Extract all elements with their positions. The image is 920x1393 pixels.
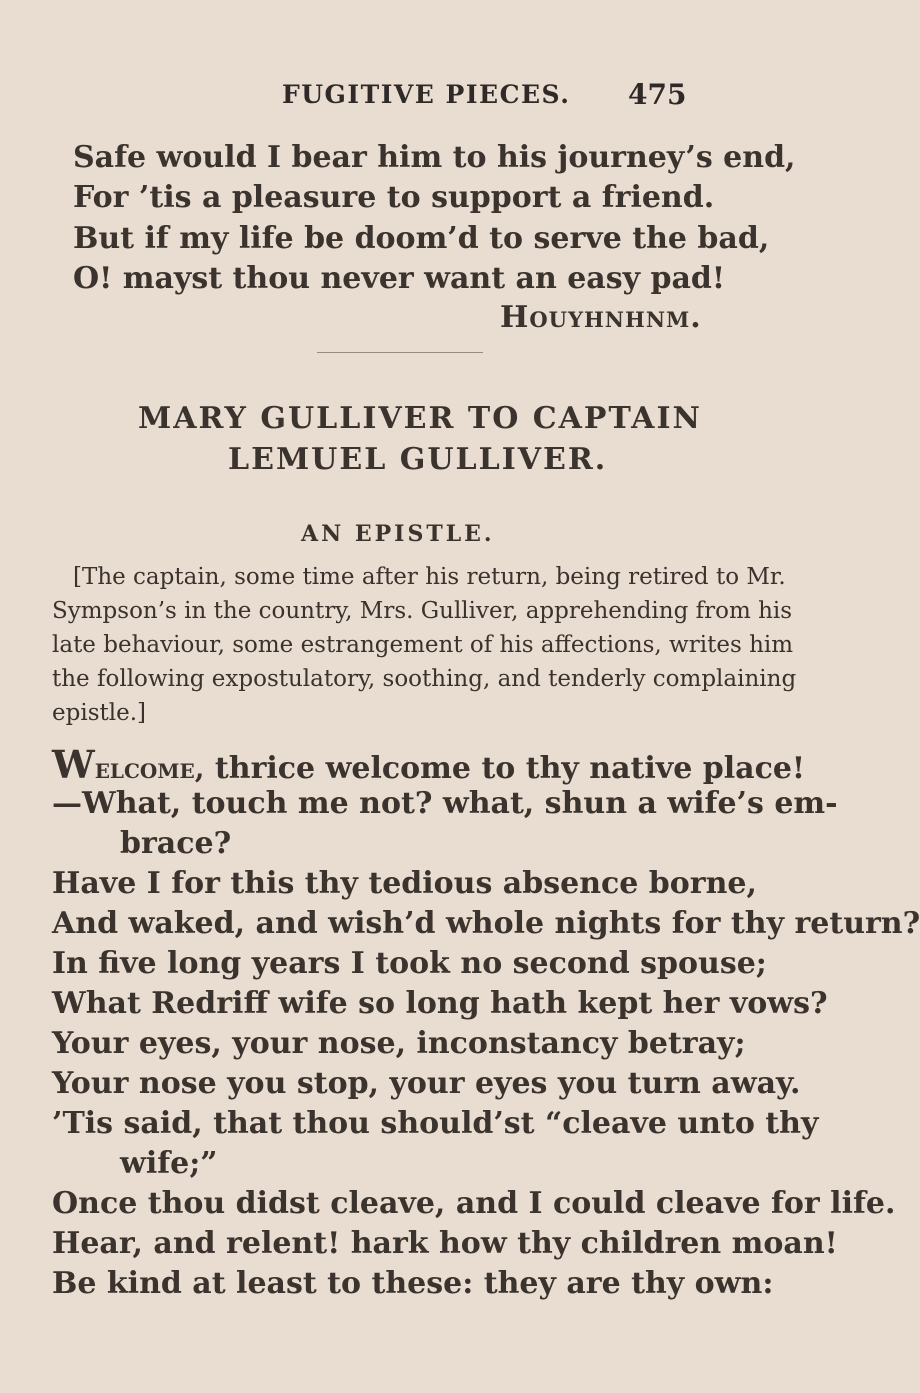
- epistle-line: wife;”: [120, 1146, 218, 1181]
- verse-line: But if my life be doom’d to serve the bad,: [73, 221, 770, 256]
- section-divider: [317, 352, 483, 353]
- running-head-title: FUGITIVE PIECES.: [282, 80, 571, 109]
- running-head: [0, 80, 800, 120]
- intro-line: late behaviour, some estrangement of his affections, writes him: [52, 632, 794, 658]
- epistle-line: brace?: [120, 826, 232, 861]
- intro-line: [The captain, some time after his return, being retired to Mr.: [73, 564, 786, 590]
- epistle-line: Have I for this thy tedious absence borne,: [52, 866, 757, 901]
- verse-line: Safe would I bear him to his journey’s end,: [73, 140, 796, 175]
- signature: Houyhnhnm.: [500, 300, 702, 335]
- intro-line: the following expostulatory, soothing, and tenderly complaining: [52, 666, 797, 692]
- epistle-subheading: AN EPISTLE.: [301, 521, 495, 547]
- epistle-line: Your nose you stop, your eyes you turn away.: [52, 1066, 801, 1101]
- epistle-line: Be kind at least to these: they are thy own:: [52, 1266, 774, 1301]
- page-number: 475: [628, 78, 687, 111]
- epistle-title-line-1: MARY GULLIVER TO CAPTAIN: [138, 401, 702, 436]
- epistle-line: What Redriff wife so long hath kept her vows?: [52, 986, 828, 1021]
- epistle-line: Once thou didst cleave, and I could cleave for life.: [52, 1186, 896, 1221]
- epistle-line: And waked, and wish’d whole nights for thy return?: [52, 906, 920, 941]
- drop-cap: W: [52, 742, 95, 787]
- epistle-line: —What, touch me not? what, shun a wife’s em-: [52, 786, 838, 821]
- epistle-title-line-2: LEMUEL GULLIVER.: [228, 442, 608, 477]
- intro-line: epistle.]: [52, 700, 146, 726]
- epistle-line: Your eyes, your nose, inconstancy betray;: [52, 1026, 746, 1061]
- epistle-line: In five long years I took no second spouse;: [52, 946, 767, 981]
- first-word-smallcaps: elcome,: [94, 752, 205, 785]
- intro-line: Sympson’s in the country, Mrs. Gulliver, apprehending from his: [52, 598, 793, 624]
- verse-line: For ’tis a pleasure to support a friend.: [73, 180, 715, 215]
- epistle-line: ’Tis said, that thou should’st “cleave unto thy: [52, 1106, 819, 1141]
- first-line-rest: thrice welcome to thy native place!: [204, 751, 806, 786]
- epistle-line: Hear, and relent! hark how thy children moan!: [52, 1226, 838, 1261]
- verse-line: O! mayst thou never want an easy pad!: [73, 261, 726, 296]
- epistle-first-line: [52, 742, 805, 787]
